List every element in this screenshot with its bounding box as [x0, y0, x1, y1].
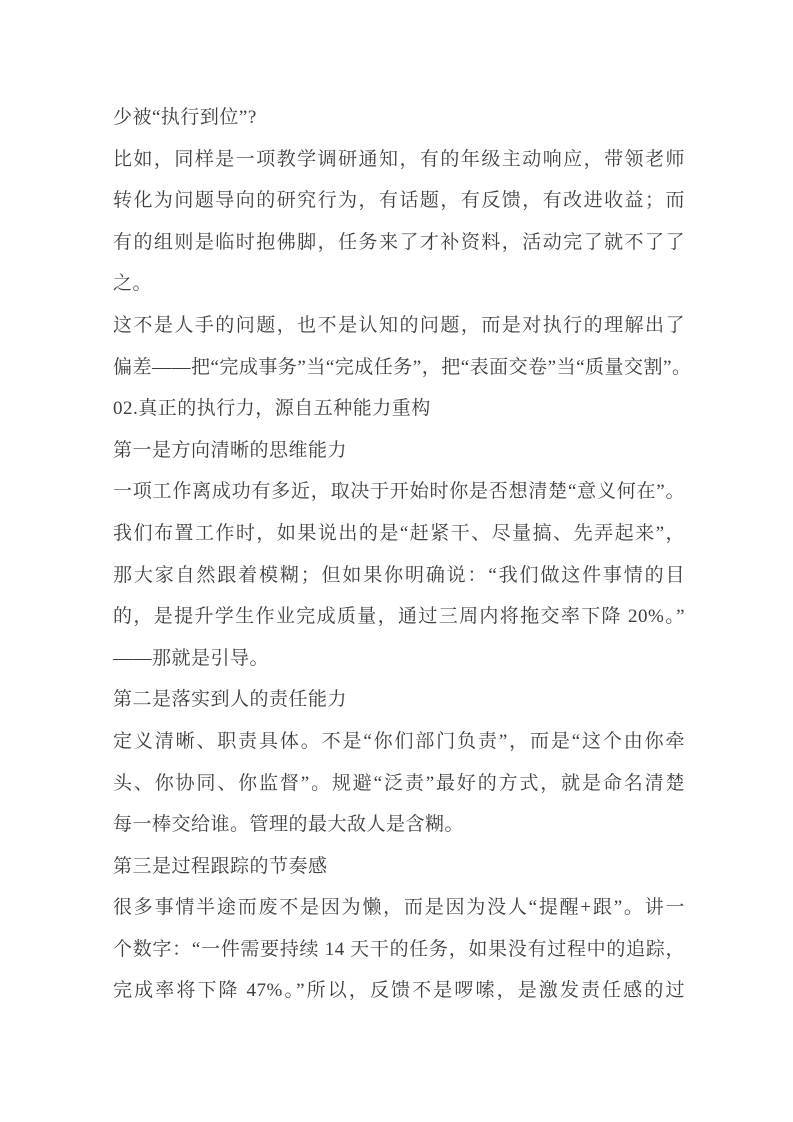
text-line: ——那就是引导。: [113, 647, 270, 669]
text-line: 很多事情半途而废不是因为懒，而是因为没人“提醒+跟”。讲一: [113, 897, 685, 919]
text-line: 定义清晰、职责具体。不是“你们部门负责”，而是“这个由你牵: [113, 730, 685, 752]
paragraph-body: [113, 139, 685, 305]
text-line: 的，是提升学生作业完成质量，通过三周内将拖交率下降 20%。”: [113, 606, 685, 628]
text-line: 这不是人手的问题，也不是认知的问题，而是对执行的理解出了: [113, 314, 685, 336]
text-line: 头、你协同、你监督”。规避“泛责”最好的方式，就是命名清楚: [113, 772, 685, 794]
heading-line: 第三是过程跟踪的节奏感: [113, 855, 328, 877]
paragraph-body: [113, 305, 692, 388]
paragraph-body: [113, 887, 685, 1012]
text-line: 转化为问题导向的研究行为，有话题，有反馈，有改进收益；而: [113, 190, 685, 212]
heading-line: 第一是方向清晰的思维能力: [113, 439, 348, 461]
document-body: [113, 97, 692, 1012]
paragraph-body: [113, 97, 685, 139]
text-line: 那大家自然跟着模糊；但如果你明确说：“我们做这件事情的目: [113, 564, 685, 586]
heading-line: 第二是落实到人的责任能力: [113, 689, 348, 711]
text-line: 比如，同样是一项教学调研通知，有的年级主动响应，带领老师: [113, 148, 685, 170]
text-line: 有的组则是临时抱佛脚，任务来了才补资料，活动完了就不了了: [113, 231, 685, 253]
text-line: 偏差——把“完成事务”当“完成任务”，把“表面交卷”当“质量交割”。: [113, 356, 692, 378]
paragraph-body: [113, 721, 685, 846]
text-line: 我们布置工作时，如果说出的是“赶紧干、尽量搞、先弄起来”，: [113, 522, 685, 544]
text-line: 个数字：“一件需要持续 14 天干的任务，如果没有过程中的追踪，: [113, 938, 685, 960]
paragraph-sub-heading: [113, 679, 685, 721]
text-line: 少被“执行到位”?: [113, 107, 257, 128]
text-line: 一项工作离成功有多近，取决于开始时你是否想清楚“意义何在”。: [113, 481, 685, 503]
text-line: 每一棒交给谁。管理的最大敌人是含糊。: [113, 814, 465, 836]
paragraph-section-heading: [113, 388, 685, 430]
paragraph-sub-heading: [113, 846, 685, 888]
heading-line: 02.真正的执行力，源自五种能力重构: [113, 398, 431, 420]
paragraph-body: [113, 471, 685, 679]
text-line: 之。: [113, 273, 153, 295]
paragraph-sub-heading: [113, 430, 685, 472]
text-line: 完成率将下降 47%。”所以，反馈不是啰嗦，是激发责任感的过: [113, 980, 685, 1002]
